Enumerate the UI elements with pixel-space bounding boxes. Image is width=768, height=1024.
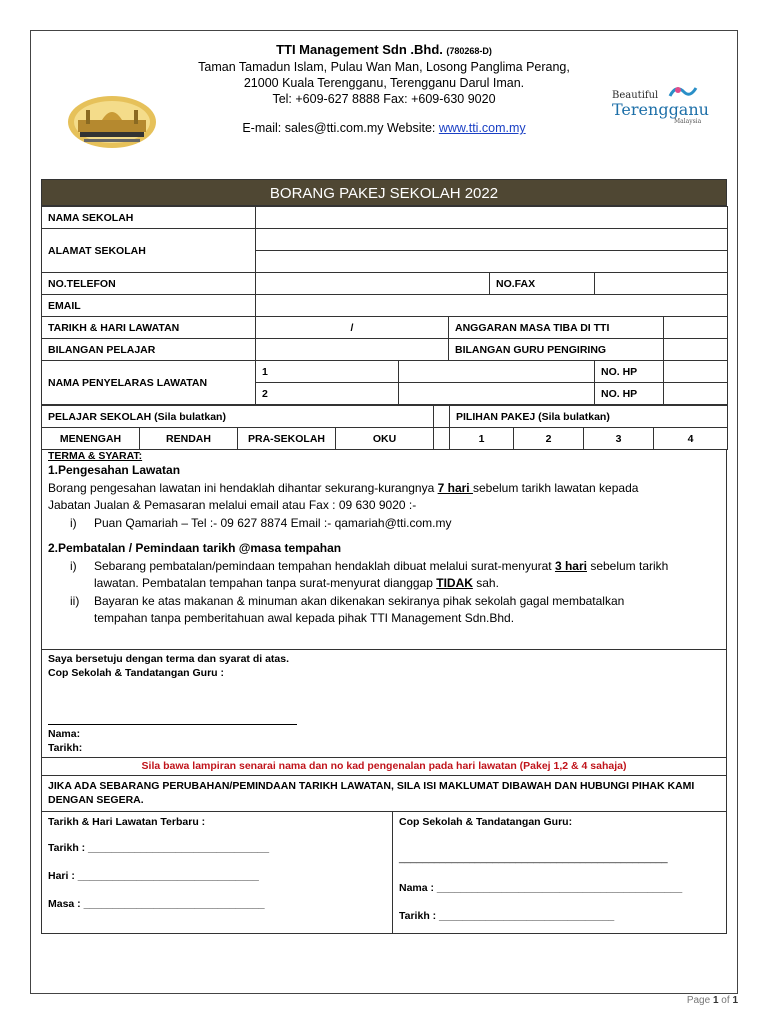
stamp-signature-label: Cop Sekolah & Tandatangan Guru : — [48, 667, 224, 679]
label-no-hp-2: NO. HP — [595, 383, 664, 405]
option-pakej-4[interactable]: 4 — [654, 428, 728, 450]
row-number-1: 1 — [256, 361, 399, 383]
terms-item-cancel-cont: lawatan. Pembatalan tempahan tanpa surat-menyurat dianggap TIDAK sah. — [94, 576, 499, 590]
penyelaras-name-field-1[interactable] — [399, 361, 595, 383]
no-fax-field[interactable] — [595, 273, 728, 295]
nama-sekolah-field[interactable] — [256, 207, 728, 229]
tarikh-hari-field[interactable]: / — [256, 317, 449, 339]
label-anggaran-masa: ANGGARAN MASA TIBA DI TTI — [449, 317, 664, 339]
email-label: E-mail: sales@tti.com.my Website: — [242, 121, 439, 135]
label-no-telefon: NO.TELEFON — [42, 273, 256, 295]
terms-item-contact: i) Puan Qamariah – Tel :- 09 627 8874 Email :- qamariah@tti.com.my — [70, 515, 452, 530]
no-telefon-field[interactable] — [256, 273, 490, 295]
penyelaras-name-field-2[interactable] — [399, 383, 595, 405]
logo-malaysia: Malaysia — [674, 118, 702, 125]
alamat-sekolah-field-1[interactable] — [256, 229, 728, 251]
label-bilangan-pelajar: BILANGAN PELAJAR — [42, 339, 256, 361]
name-field-right[interactable]: Nama : __________________________________________ — [399, 882, 683, 894]
signature-line[interactable] — [48, 724, 297, 725]
package-options-table — [41, 405, 728, 450]
school-package-form — [41, 179, 727, 934]
label-pelajar-sekolah: PELAJAR SEKOLAH (Sila bulatkan) — [42, 406, 434, 428]
terms-heading-2: 2.Pembatalan / Pemindaan tarikh @masa tempahan — [48, 541, 342, 555]
separator-cell — [434, 406, 450, 428]
option-rendah[interactable]: RENDAH — [140, 428, 238, 450]
form-title: BORANG PAKEJ SEKOLAH 2022 — [41, 179, 727, 206]
address-line-2: 21000 Kuala Terengganu, Terengganu Darul Iman. — [243, 76, 525, 90]
label-tarikh-hari: TARIKH & HARI LAWATAN — [42, 317, 256, 339]
alamat-sekolah-field-2[interactable] — [256, 251, 728, 273]
new-tarikh-field[interactable]: Tarikh : _______________________________ — [48, 842, 270, 854]
address-line-1: Taman Tamadun Islam, Pulau Wan Man, Losong Panglima Perang, — [198, 60, 570, 74]
beautiful-terengganu-logo — [610, 82, 709, 128]
taman-tamadun-islam-logo — [66, 90, 158, 148]
date-field-right[interactable]: Tarikh : ______________________________ — [399, 910, 615, 922]
company-name: TTI Management Sdn .Bhd. — [276, 42, 443, 57]
attachment-notice: Sila bawa lampiran senarai nama dan no kad pengenalan pada hari lawatan (Pakej 1,2 & 4 sahaja) — [41, 758, 727, 776]
terms-item-payment: ii) Bayaran ke atas makanan & minuman akan dikenakan sekiranya pihak sekolah gagal membatalkan — [70, 593, 625, 608]
bilangan-guru-field[interactable] — [664, 339, 728, 361]
terms-item-payment-cont: tempahan tanpa pemberitahuan awal kepada pihak TTI Management Sdn.Bhd. — [94, 611, 515, 625]
page-number: Page 1 of 1 — [686, 995, 738, 1006]
row-number-2: 2 — [256, 383, 399, 405]
option-menengah[interactable]: MENENGAH — [42, 428, 140, 450]
label-nama: Nama: — [48, 728, 81, 740]
option-pakej-1[interactable]: 1 — [450, 428, 514, 450]
label-new-visit-date: Tarikh & Hari Lawatan Terbaru : — [48, 816, 206, 828]
option-pra-sekolah[interactable]: PRA-SEKOLAH — [238, 428, 336, 450]
terms-heading-1: 1.Pengesahan Lawatan — [48, 463, 181, 477]
name-date-labels — [48, 727, 82, 755]
no-hp-field-1[interactable] — [664, 361, 728, 383]
form-fields-table — [41, 206, 728, 405]
signature-line-right[interactable]: ______________________________________________ — [399, 852, 668, 864]
new-masa-field[interactable]: Masa : _______________________________ — [48, 898, 265, 910]
bilangan-pelajar-field[interactable] — [256, 339, 449, 361]
terms-item-cancel: i) Sebarang pembatalan/pemindaan tempahan hendaklah dibuat melalui surat-menyurat 3 hari sebelum tarikh — [70, 558, 669, 573]
label-alamat-sekolah: ALAMAT SEKOLAH — [42, 229, 256, 273]
registration-number: (780268-D) — [446, 46, 492, 56]
label-stamp-signature: Cop Sekolah & Tandatangan Guru: — [399, 816, 573, 828]
agreement-statement: Saya bersetuju dengan terma dan syarat di atas. — [48, 653, 290, 665]
terms-and-conditions — [41, 450, 727, 650]
email-field[interactable] — [256, 295, 728, 317]
option-pakej-2[interactable]: 2 — [514, 428, 584, 450]
label-no-fax: NO.FAX — [490, 273, 595, 295]
agreement-section — [41, 650, 727, 758]
label-tarikh: Tarikh: — [48, 742, 83, 754]
label-pilihan-pakej: PILIHAN PAKEJ (Sila bulatkan) — [450, 406, 728, 428]
contact-line: Tel: +609-627 8888 Fax: +609-630 9020 — [272, 92, 496, 106]
terms-paragraph-1: Borang pengesahan lawatan ini hendaklah dihantar sekurang-kurangnya 7 hari sebelum tarikh lawatan kepada — [48, 480, 639, 495]
separator-cell — [434, 428, 450, 450]
new-hari-field[interactable]: Hari : _______________________________ — [48, 870, 259, 882]
website-link[interactable]: www.tti.com.my — [438, 121, 526, 135]
anggaran-masa-field[interactable] — [664, 317, 728, 339]
no-hp-field-2[interactable] — [664, 383, 728, 405]
label-nama-penyelaras: NAMA PENYELARAS LAWATAN — [42, 361, 256, 405]
option-oku[interactable]: OKU — [336, 428, 434, 450]
option-pakej-3[interactable]: 3 — [584, 428, 654, 450]
column-divider — [392, 812, 393, 933]
label-bilangan-guru: BILANGAN GURU PENGIRING — [449, 339, 664, 361]
change-instruction: JIKA ADA SEBARANG PERUBAHAN/PEMINDAAN TARIKH LAWATAN, SILA ISI MAKLUMAT DIBAWAH DAN HUBUNGI PIHAK KAMI DENGAN SEGERA. — [41, 776, 727, 812]
terms-paragraph-1-cont: Jabatan Jualan & Pemasaran melalui email atau Fax : 09 630 9020 :- — [48, 498, 417, 512]
logo-beautiful: Beautiful — [612, 90, 659, 101]
label-email: EMAIL — [42, 295, 256, 317]
logo-terengganu: Terengganu — [612, 100, 709, 119]
wave-icon — [668, 82, 698, 102]
label-nama-sekolah: NAMA SEKOLAH — [42, 207, 256, 229]
terms-title: TERMA & SYARAT: — [48, 450, 143, 462]
change-details-section — [41, 812, 727, 934]
label-no-hp-1: NO. HP — [595, 361, 664, 383]
